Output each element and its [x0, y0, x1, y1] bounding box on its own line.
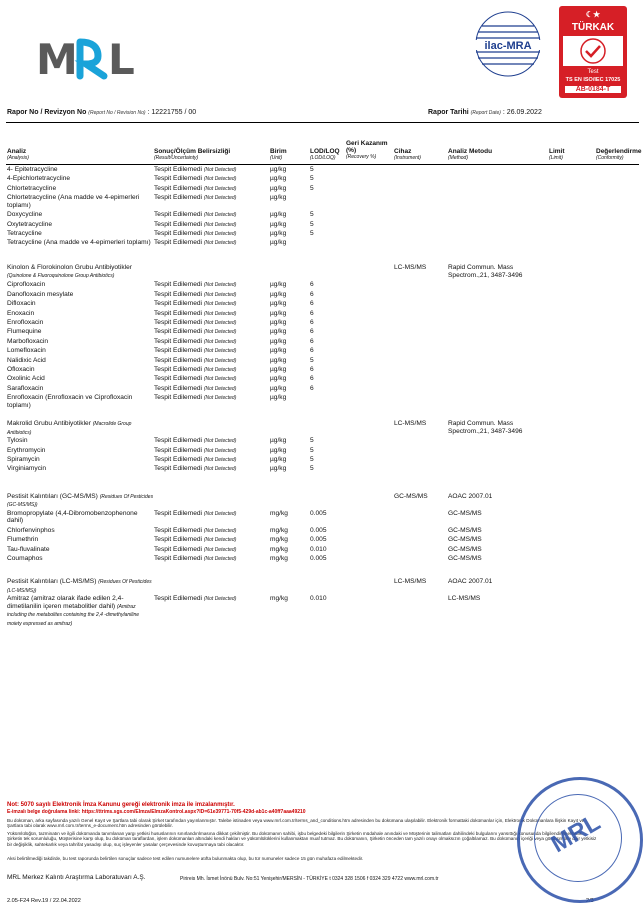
table-row — [0, 338, 643, 346]
result-cell — [154, 239, 269, 248]
method-cell: AOAC 2007.01 — [448, 578, 493, 586]
unit-cell: µg/kg — [270, 309, 287, 317]
result-value: Tespit Edilemedi — [154, 211, 203, 219]
unit-cell: µg/kg — [270, 184, 287, 192]
lod-cell: 0.010 — [310, 595, 327, 603]
analyte-name: Tetracycline — [7, 230, 42, 237]
unit-cell: µg/kg — [270, 281, 287, 289]
result-cell — [154, 536, 269, 545]
analyte-name: 4-Epichlortetracycline — [7, 175, 71, 183]
table-row — [0, 281, 643, 289]
unit-cell: µg/kg — [270, 366, 287, 373]
turkak-logo: ☾★ TÜRKAK Test TS EN ISO/IEC 17025 AB-0184-T — [559, 6, 627, 98]
group-title-text: Makrolid Grubu Antibiyotikler — [7, 420, 91, 428]
table-row — [0, 527, 643, 535]
result-cell — [154, 347, 269, 356]
group-title — [7, 264, 157, 280]
table-row — [0, 546, 643, 554]
result-value-en: (Not Detected) — [203, 457, 237, 463]
unit-cell: µg/kg — [270, 239, 287, 247]
unit-cell: µg/kg — [270, 446, 287, 454]
result-value: Tespit Edilemedi — [154, 509, 203, 517]
table-row — [0, 166, 643, 174]
analyte-name: Spiramycin — [7, 456, 40, 463]
unit-cell: mg/kg — [270, 526, 288, 534]
analyte-name — [7, 595, 152, 628]
lod-cell: 5 — [310, 220, 314, 228]
result-cell — [154, 291, 269, 300]
table-row — [0, 536, 643, 544]
result-value-en: (Not Detected) — [203, 301, 237, 308]
result-cell — [154, 221, 269, 230]
table-row — [0, 375, 643, 383]
result-value: Tespit Edilemedi — [154, 526, 203, 534]
result-value: Tespit Edilemedi — [154, 555, 203, 562]
lod-cell: 5 — [310, 437, 314, 445]
form-revision: 2.05-F24 Rev.19 / 22.04.2022 — [7, 898, 81, 904]
company-logo — [36, 34, 136, 84]
group-title-text: Pestisit Kalıntıları (GC-MS/MS) — [7, 492, 98, 500]
result-cell — [154, 338, 269, 347]
turkak-crescent-icon: ☾★ — [585, 10, 601, 19]
result-value: Tespit Edilemedi — [154, 166, 203, 173]
result-cell — [154, 555, 269, 564]
instrument-cell: LC-MS/MS — [394, 264, 427, 272]
result-value-en: (Not Detected) — [203, 167, 237, 173]
lod-cell: 6 — [310, 375, 314, 383]
table-row — [0, 366, 643, 374]
analyte-name: Bromopropylate (4,4-Dibromobenzophenone dahil) — [7, 509, 138, 525]
lod-cell: 6 — [310, 384, 314, 392]
result-value-en: (Not Detected) — [203, 329, 237, 336]
result-cell — [154, 447, 269, 456]
table-row — [0, 465, 643, 473]
result-value: Tespit Edilemedi — [154, 356, 203, 364]
group-title-text: Pestisit Kalıntıları (LC-MS/MS) — [7, 578, 97, 586]
analyte-name-en: (Amitraz including the metabolites containing the 2,4 -dimethylaniline moiety expressed as amitraz) — [7, 603, 140, 627]
company-address: Pirireis Mh. İsmet İnönü Bulv. No:51 Yenişehir/MERSİN - TÜRKİYE t 0324 328 1506 f 0324 329 4722 www.mrl.com.tr — [180, 876, 439, 882]
ilac-mra-logo — [474, 10, 542, 78]
result-cell — [154, 510, 269, 519]
result-value-en: (Not Detected) — [203, 195, 237, 202]
unit-cell: µg/kg — [270, 319, 287, 326]
table-row — [0, 185, 643, 193]
result-value-en: (Not Detected) — [203, 596, 237, 603]
lod-cell: 5 — [310, 356, 314, 364]
result-value-en: (Not Detected) — [203, 185, 237, 192]
result-cell — [154, 194, 269, 203]
lod-cell: 5 — [310, 465, 314, 473]
table-row — [0, 175, 643, 183]
result-value-en: (Not Detected) — [203, 320, 237, 326]
instrument-cell: LC-MS/MS — [394, 578, 427, 586]
group-title-en: (Residues Of Pesticides (GC-MS/MS)) — [7, 493, 154, 509]
lod-cell: 5 — [310, 456, 314, 463]
result-value-en: (Not Detected) — [203, 466, 237, 473]
analyte-name: Danofloxacin mesylate — [7, 290, 74, 298]
analyte-name: Tetracycline (Ana madde ve 4-epimerleri toplamı) — [7, 239, 151, 247]
table-row — [0, 347, 643, 355]
result-cell — [154, 437, 269, 446]
result-cell — [154, 175, 269, 184]
unit-cell: µg/kg — [270, 211, 287, 219]
result-cell — [154, 366, 269, 375]
divider — [6, 122, 639, 123]
group-title — [7, 493, 157, 510]
result-value-en: (Not Detected) — [203, 395, 237, 402]
lod-cell: 5 — [310, 166, 314, 173]
result-value-en: (Not Detected) — [203, 240, 237, 247]
result-cell — [154, 527, 269, 536]
liability-paragraph: Yükümlülüğün, tazminatın ve ilgili dokümanda tanımlanan yargı yetkisi hususlarının sınırlandırılmasına dikkat çekilmiştir. Bu dokümanın sahibi, işbu belgedeki bilgilerin Şirketin müdahale anındaki ve Müşterinin talimatları dahilindeki bulgularını yansıttığı konusunda bilgilendirilmektedir. Şirketin tek sorumluluğu, Müşterisine karşı olup, bu doküman taraflardan, işlem dokümanları altındaki kendi hakları ve yükümlülüklerini kullanmaktan muaf tutmaz. Bu dokümanın, Şirketin önceden tam yazılı onayı olmaksızın çoğaltılamaz. Bu dokümanın içeriği veya görünümüne dair yetkisiz bir değişiklik, sahtekarlık veya tahrifat yasadışı olup, suç işleyenler yasalar çerçevesinde kovuşturmaya tabi olacaktır. — [7, 831, 597, 847]
unit-cell: µg/kg — [270, 356, 287, 364]
result-value: Tespit Edilemedi — [154, 437, 203, 445]
method-cell: GC-MS/MS — [448, 536, 482, 544]
unit-cell: µg/kg — [270, 175, 287, 183]
analyte-name: Oxolinic Acid — [7, 375, 45, 383]
result-value: Tespit Edilemedi — [154, 394, 203, 402]
group-title — [7, 578, 157, 595]
analyte-name: Chlortetracycline — [7, 184, 57, 192]
result-value: Tespit Edilemedi — [154, 290, 203, 298]
unit-cell: mg/kg — [270, 545, 288, 553]
unit-cell: µg/kg — [270, 328, 287, 336]
method-cell: GC-MS/MS — [448, 545, 482, 553]
lod-cell: 6 — [310, 300, 314, 308]
unit-cell: µg/kg — [270, 290, 287, 298]
method-cell: GC-MS/MS — [448, 555, 482, 562]
result-value-en: (Not Detected) — [203, 438, 237, 445]
unit-cell: µg/kg — [270, 194, 287, 202]
result-cell — [154, 211, 269, 220]
analyte-name: Tau-fluvalinate — [7, 545, 50, 553]
instrument-cell: LC-MS/MS — [394, 420, 427, 428]
result-value: Tespit Edilemedi — [154, 184, 203, 192]
result-value: Tespit Edilemedi — [154, 347, 203, 355]
result-value-en: (Not Detected) — [203, 357, 237, 364]
unit-cell: µg/kg — [270, 166, 287, 173]
result-value: Tespit Edilemedi — [154, 465, 203, 473]
result-value-en: (Not Detected) — [203, 537, 237, 544]
unit-cell: mg/kg — [270, 536, 288, 544]
table-row — [0, 447, 643, 455]
result-value: Tespit Edilemedi — [154, 536, 203, 544]
result-value: Tespit Edilemedi — [154, 230, 203, 237]
result-value: Tespit Edilemedi — [154, 328, 203, 336]
analyte-name: Enoxacin — [7, 309, 35, 317]
analyte-name: Flumequine — [7, 328, 42, 336]
analyte-name: Virginiamycin — [7, 465, 47, 473]
result-value-en: (Not Detected) — [203, 291, 237, 298]
result-value: Tespit Edilemedi — [154, 337, 203, 345]
table-row — [0, 319, 643, 327]
result-value-en: (Not Detected) — [203, 385, 237, 392]
result-cell — [154, 595, 269, 604]
group-title-en: (Macrolide Group Antibiotics) — [7, 421, 132, 436]
analyte-name: 4- Epitetracycline — [7, 166, 58, 173]
method-cell: AOAC 2007.01 — [448, 492, 493, 500]
result-value: Tespit Edilemedi — [154, 194, 203, 202]
unit-cell: µg/kg — [270, 220, 287, 228]
result-cell — [154, 375, 269, 384]
analyte-name: Flumethrin — [7, 536, 39, 544]
unit-cell: µg/kg — [270, 394, 287, 402]
table-row — [0, 385, 643, 393]
analyte-name: Oxytetracycline — [7, 220, 53, 228]
method-cell: Rapid Commun. Mass Spectrom.,21, 3487-3496 — [448, 264, 523, 279]
lod-cell: 5 — [310, 446, 314, 454]
analyte-name: Marbofloxacin — [7, 337, 49, 345]
analyte-name-tr: Amitraz (amitraz olarak ifade edilen 2,4-dimetilanilin içeren metabolitler dahil) — [7, 595, 124, 610]
unit-cell: µg/kg — [270, 456, 287, 463]
result-value: Tespit Edilemedi — [154, 220, 203, 228]
result-cell — [154, 310, 269, 319]
result-value-en: (Not Detected) — [203, 310, 237, 317]
result-cell — [154, 456, 269, 465]
lod-cell: 6 — [310, 347, 314, 355]
report-date: Rapor Tarihi (Report Date) : 26.09.2022 — [428, 109, 542, 116]
unit-cell: µg/kg — [270, 465, 287, 473]
table-row — [0, 310, 643, 318]
result-value-en: (Not Detected) — [203, 282, 237, 289]
analyte-name: Ciprofloxacin — [7, 281, 46, 289]
table-row — [0, 456, 643, 464]
result-cell — [154, 357, 269, 366]
table-row — [0, 300, 643, 308]
unit-cell: mg/kg — [270, 595, 288, 603]
analyte-name: Doxycycline — [7, 211, 43, 219]
result-cell — [154, 185, 269, 194]
table-row — [0, 221, 643, 229]
result-value-en: (Not Detected) — [203, 231, 237, 237]
analyte-name: Ofloxacin — [7, 366, 35, 373]
lod-cell: 0.005 — [310, 526, 327, 534]
result-cell — [154, 319, 269, 328]
table-row — [0, 555, 643, 563]
lod-cell: 6 — [310, 319, 314, 326]
unit-cell: mg/kg — [270, 509, 288, 517]
result-value-en: (Not Detected) — [203, 176, 237, 183]
result-value-en: (Not Detected) — [203, 546, 237, 553]
result-value: Tespit Edilemedi — [154, 384, 203, 392]
unit-cell: µg/kg — [270, 337, 287, 345]
method-cell: GC-MS/MS — [448, 526, 482, 534]
analyte-name: Sarafloxacin — [7, 384, 44, 392]
method-cell: GC-MS/MS — [448, 509, 482, 517]
result-value: Tespit Edilemedi — [154, 175, 203, 183]
table-row — [0, 230, 643, 238]
lod-cell: 6 — [310, 309, 314, 317]
table-row — [0, 357, 643, 365]
result-value-en: (Not Detected) — [203, 348, 237, 355]
analyte-name: Enrofloxacin — [7, 319, 44, 326]
divider — [6, 164, 639, 165]
result-value: Tespit Edilemedi — [154, 375, 203, 383]
result-value-en: (Not Detected) — [203, 556, 237, 562]
lod-cell: 5 — [310, 175, 314, 183]
retention-paragraph: Aksi belirtilmediği takdirde, bu test raporunda belirtilen sonuçlar sadece test edilen numunelere atıfta bulunmakta olup, bu tür numuneler sadece 15 gün muhafaza edilmektedir. — [7, 856, 364, 861]
result-value: Tespit Edilemedi — [154, 319, 203, 326]
result-value-en: (Not Detected) — [203, 367, 237, 373]
analyte-name: Chlortetracycline (Ana madde ve 4-epimerleri toplamı) — [7, 194, 140, 209]
unit-cell: µg/kg — [270, 300, 287, 308]
lod-cell: 6 — [310, 337, 314, 345]
result-value: Tespit Edilemedi — [154, 239, 203, 247]
lod-cell: 0.010 — [310, 545, 327, 553]
unit-cell: µg/kg — [270, 347, 287, 355]
table-row — [0, 194, 643, 209]
result-value-en: (Not Detected) — [203, 221, 237, 228]
lod-cell: 6 — [310, 290, 314, 298]
check-icon — [563, 36, 623, 66]
result-cell — [154, 546, 269, 555]
group-title — [7, 420, 157, 437]
result-value-en: (Not Detected) — [203, 376, 237, 383]
lod-cell: 0.005 — [310, 555, 327, 562]
result-value: Tespit Edilemedi — [154, 595, 203, 603]
terms-paragraph: Bu doküman, arka sayfasında yazılı Genel Kayıt ve Şartlara tabi olarak Şirket tarafından yayınlanmıştır. Talebe istinaden veya www.mrl.com.tr/terms_and_conditions.htm adresinden bu dokümana ulaşılabilir. Elektronik formattaki dokümanlar için, Elektronik Dokümanlara İlişkin Kayıt ve Şartlara tabi olarak www.mrl.com.tr/terms_e-document.htm adresinden görülebilir. — [7, 818, 585, 829]
result-value: Tespit Edilemedi — [154, 309, 203, 317]
result-cell — [154, 394, 269, 403]
lod-cell: 0.005 — [310, 509, 327, 517]
table-row — [0, 510, 643, 525]
result-cell — [154, 328, 269, 337]
result-value: Tespit Edilemedi — [154, 366, 203, 373]
result-value-en: (Not Detected) — [203, 510, 237, 517]
lod-cell: 0.005 — [310, 536, 327, 544]
svg-text:ilac-MRA: ilac-MRA — [484, 40, 532, 52]
result-value-en: (Not Detected) — [203, 527, 237, 534]
result-value: Tespit Edilemedi — [154, 456, 203, 463]
lod-cell: 6 — [310, 328, 314, 336]
result-cell — [154, 385, 269, 394]
result-value: Tespit Edilemedi — [154, 446, 203, 454]
unit-cell: µg/kg — [270, 230, 287, 237]
svg-text:M: M — [36, 35, 78, 84]
svg-text:L: L — [108, 35, 135, 84]
result-value-en: (Not Detected) — [203, 447, 237, 454]
lod-cell: 5 — [310, 211, 314, 219]
company-name: MRL Merkez Kalıntı Araştırma Laboratuvarı A.Ş. — [7, 874, 146, 881]
table-row — [0, 328, 643, 336]
result-value-en: (Not Detected) — [203, 338, 237, 345]
unit-cell: µg/kg — [270, 384, 287, 392]
table-row — [0, 239, 643, 254]
analyte-name: Nalidixic Acid — [7, 356, 46, 364]
lod-cell: 6 — [310, 281, 314, 289]
lod-cell: 5 — [310, 184, 314, 192]
table-row — [0, 291, 643, 299]
method-cell: LC-MS/MS — [448, 595, 481, 603]
table-row — [0, 394, 643, 409]
result-cell — [154, 281, 269, 290]
analyte-name: Chlorfenvinphos — [7, 526, 55, 534]
result-cell — [154, 300, 269, 309]
unit-cell: mg/kg — [270, 555, 288, 562]
result-value-en: (Not Detected) — [203, 212, 237, 219]
result-value: Tespit Edilemedi — [154, 545, 203, 553]
unit-cell: µg/kg — [270, 437, 287, 445]
result-value: Tespit Edilemedi — [154, 300, 203, 308]
analyte-name: Tylosin — [7, 437, 28, 445]
analyte-name: Difloxacin — [7, 300, 36, 308]
group-title-text: Kinolon & Florokinolon Grubu Antibiyotikler — [7, 264, 132, 272]
method-cell: Rapid Commun. Mass Spectrom.,21, 3487-3496 — [448, 420, 523, 435]
instrument-cell: GC-MS/MS — [394, 492, 428, 500]
result-cell — [154, 465, 269, 474]
group-title-en: (Quinolone & Fluoroquinolone Group Antibiotics) — [7, 272, 115, 279]
analyte-name: Enrofloxacin (Enrofloxacin ve Ciprofloxacin toplamı) — [7, 394, 133, 409]
report-number: Rapor No / Revizyon No (Report No / Revision No) : 12221755 / 00 — [7, 109, 197, 116]
result-cell — [154, 230, 269, 239]
lod-cell: 5 — [310, 230, 314, 237]
seal-logo: MRL — [546, 808, 606, 859]
result-value: Tespit Edilemedi — [154, 281, 203, 289]
table-row — [0, 437, 643, 445]
analyte-name: Lomefloxacin — [7, 347, 46, 355]
page-number: 2/3 — [586, 898, 594, 904]
company-seal-stamp — [517, 777, 643, 903]
result-cell — [154, 166, 269, 175]
e-signature-note: Not: 5070 sayılı Elektronik İmza Kanunu gereği elektronik imza ile imzalanmıştır. E-imzalı belge doğrulama linki: https://ttrims.sgs.com/EImza/EImzaKontrol.aspx?ID=61e39771-70f5-429d-ab1c-a40ff7aaa49210 — [7, 802, 306, 815]
unit-cell: µg/kg — [270, 375, 287, 383]
analyte-name: Coumaphos — [7, 555, 43, 562]
table-row — [0, 211, 643, 219]
group-title-en: (Residues Of Pesticides (LC-MS/MS)) — [7, 579, 152, 594]
analyte-name: Erythromycin — [7, 446, 46, 454]
lod-cell: 6 — [310, 366, 314, 373]
